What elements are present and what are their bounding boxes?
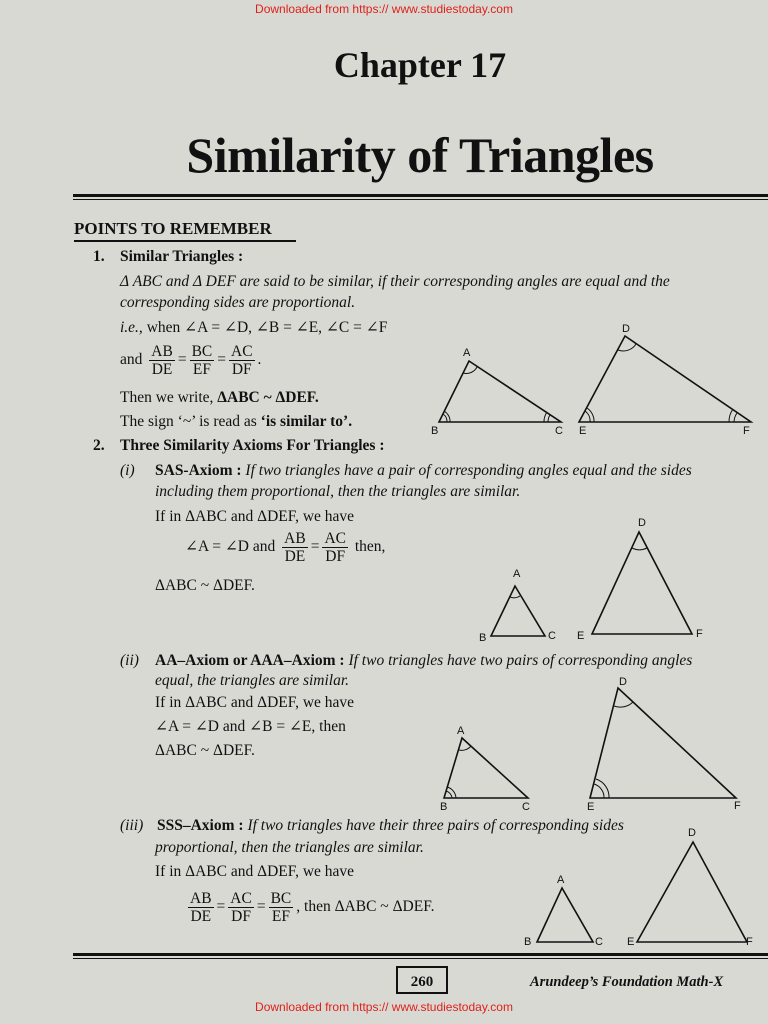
vertex-label-b: B — [479, 632, 487, 644]
item1-line2: corresponding sides are proportional. — [120, 294, 356, 311]
aa-line1 — [155, 650, 692, 672]
numerator: BC — [270, 890, 292, 907]
book-title-footer: Arundeep’s Foundation Math-X — [530, 974, 724, 990]
vertex-label-f: F — [696, 628, 703, 640]
numerator: AB — [284, 530, 306, 547]
vertex-label-e: E — [627, 936, 635, 948]
fraction-ac-df — [228, 890, 254, 925]
page-title: Similarity of Triangles — [186, 127, 654, 183]
write-result: ΔABC ~ ΔDEF. — [217, 389, 319, 406]
item1-write-line — [120, 387, 319, 409]
angle-arc — [632, 548, 647, 550]
vertex-label-b: B — [431, 425, 439, 437]
aa-text1: If two triangles have two pairs of corresponding angles — [344, 652, 693, 669]
sas-line1 — [155, 460, 692, 482]
denominator: EF — [192, 361, 211, 378]
fraction-ac-df — [229, 343, 255, 378]
angle-arc — [510, 596, 520, 598]
vertex-label-f: F — [734, 800, 741, 812]
sas-if-line: If in ΔABC and ΔDEF, we have — [155, 508, 355, 525]
vertex-label-d: D — [638, 517, 646, 529]
numerator: AC — [324, 530, 346, 547]
vertex-label-b: B — [440, 801, 448, 813]
sas-line2: including them proportional, then the triangles are similar. — [155, 483, 521, 500]
vertex-label-b: B — [524, 936, 532, 948]
sss-result: , then ΔABC ~ ΔDEF. — [296, 898, 435, 916]
angle-arc — [459, 746, 471, 750]
title-rule-thick — [73, 194, 768, 197]
item1-number: 1. — [93, 248, 105, 265]
vertex-label-c: C — [522, 801, 530, 813]
vertex-label-f: F — [743, 425, 750, 437]
angle-arc — [594, 784, 604, 798]
section-heading: POINTS TO REMEMBER — [74, 219, 272, 238]
write-prefix: Then we write, — [120, 389, 218, 406]
section-heading-underline — [74, 240, 296, 242]
triangle-def — [637, 842, 747, 942]
aa-condition: ∠A = ∠D and ∠B = ∠E, then — [155, 718, 346, 735]
vertex-label-e: E — [577, 630, 585, 642]
sss-number: (iii) — [120, 817, 144, 834]
watermark-top[interactable]: Downloaded from https:// www.studiestoday.com — [255, 2, 513, 16]
figure-similar-triangles — [425, 318, 768, 440]
sas-condition-line — [185, 530, 385, 565]
denominator: DE — [190, 908, 212, 925]
denominator: DE — [151, 361, 173, 378]
angle-arc — [443, 414, 447, 422]
vertex-label-e: E — [587, 801, 595, 813]
triangle-abc — [491, 586, 545, 636]
triangle-abc — [444, 738, 528, 798]
item1-ie-line — [120, 317, 387, 339]
vertex-label-c: C — [548, 630, 556, 642]
sas-condition: ∠A = ∠D and — [185, 538, 276, 556]
sas-name: SAS-Axiom : — [155, 462, 242, 479]
aa-name: AA–Axiom or AAA–Axiom : — [155, 652, 345, 669]
aa-line2: equal, the triangles are similar. — [155, 672, 350, 689]
fraction-bc-ef — [269, 890, 294, 925]
numerator: BC — [191, 343, 213, 360]
numerator: AC — [231, 343, 253, 360]
angle-arc — [596, 779, 609, 798]
denominator: DF — [231, 361, 252, 378]
angle-arc — [734, 413, 737, 422]
vertex-label-d: D — [688, 827, 696, 839]
equals: = — [310, 538, 320, 556]
numerator: AC — [230, 890, 252, 907]
triangle-def — [579, 336, 751, 422]
angle-arc — [729, 409, 733, 422]
sign-meaning: ‘is similar to’. — [260, 413, 353, 430]
fraction-bc-ef — [190, 343, 215, 378]
angle-arc — [614, 702, 633, 707]
sas-number: (i) — [120, 462, 135, 479]
aa-if-line: If in ΔABC and ΔDEF, we have — [155, 694, 355, 711]
sss-text1: If two triangles have their three pairs of corresponding sides — [243, 817, 624, 834]
sas-then: then, — [354, 538, 386, 556]
angle-arc — [585, 411, 590, 422]
figure-sss-triangles — [515, 822, 768, 948]
title-rule-thin — [73, 199, 768, 200]
vertex-label-a: A — [557, 874, 565, 886]
ie-rest: when ∠A = ∠D, ∠B = ∠E, ∠C = ∠F — [142, 319, 388, 336]
figure-sas-triangles — [475, 512, 768, 644]
equals: = — [216, 898, 226, 916]
equals: = — [256, 898, 266, 916]
sss-line2: proportional, then the triangles are similar. — [155, 839, 424, 856]
item1-sign-line — [120, 411, 352, 433]
watermark-bottom[interactable]: Downloaded from https:// www.studiestoday.com — [255, 1000, 513, 1014]
sign-prefix: The sign ‘~’ is read as — [120, 413, 261, 430]
vertex-label-a: A — [457, 725, 465, 737]
equals: = — [217, 351, 226, 369]
aa-result: ΔABC ~ ΔDEF. — [155, 742, 255, 759]
aa-number: (ii) — [120, 652, 139, 669]
denominator: DE — [284, 548, 306, 565]
page-number: 260 — [396, 966, 448, 994]
ie-prefix: i.e., — [120, 319, 143, 336]
vertex-label-c: C — [595, 936, 603, 948]
footer-rule-thick — [73, 953, 768, 956]
fraction-ab-de — [149, 343, 175, 378]
numerator: AB — [190, 890, 212, 907]
figure-aa-triangles — [432, 672, 768, 816]
equals: = — [177, 351, 187, 369]
vertex-label-c: C — [555, 425, 563, 437]
triangle-def — [590, 688, 736, 798]
triangle-abc — [439, 361, 561, 422]
fraction-ac-df — [322, 530, 348, 565]
sss-name: SSS–Axiom : — [157, 817, 244, 834]
angle-arc — [544, 412, 547, 422]
sas-result: ΔABC ~ ΔDEF. — [155, 577, 255, 594]
vertex-label-d: D — [622, 323, 630, 335]
fraction-ab-de — [282, 530, 308, 565]
denominator: DF — [231, 908, 251, 925]
angle-arc — [446, 791, 452, 798]
triangle-abc — [537, 888, 593, 942]
vertex-label-f: F — [746, 936, 753, 948]
vertex-label-a: A — [463, 347, 471, 359]
vertex-label-e: E — [579, 425, 587, 437]
denominator: EF — [271, 908, 290, 925]
sss-if-line: If in ΔABC and ΔDEF, we have — [155, 863, 355, 880]
fraction-ab-de — [188, 890, 214, 925]
and-word: and — [120, 351, 143, 369]
item1-heading: Similar Triangles : — [120, 248, 244, 265]
sss-ratio-line — [185, 890, 434, 925]
item2-heading: Three Similarity Axioms For Triangles : — [120, 437, 385, 454]
denominator: DF — [325, 548, 346, 565]
angle-arc — [548, 415, 550, 422]
vertex-label-d: D — [619, 676, 627, 688]
numerator: AB — [151, 343, 173, 360]
vertex-label-a: A — [513, 568, 521, 580]
sas-text1: If two triangles have a pair of corresponding angles equal and the sides — [241, 462, 692, 479]
item2-number: 2. — [93, 437, 105, 454]
item1-line1: Δ ABC and Δ DEF are said to be similar, if their corresponding angles are equal and the — [120, 273, 670, 290]
chapter-heading: Chapter 17 — [333, 45, 507, 85]
item1-ratio-line — [120, 343, 261, 378]
triangle-def — [592, 532, 692, 634]
period: . — [257, 351, 262, 369]
footer-rule-thin — [73, 958, 768, 959]
